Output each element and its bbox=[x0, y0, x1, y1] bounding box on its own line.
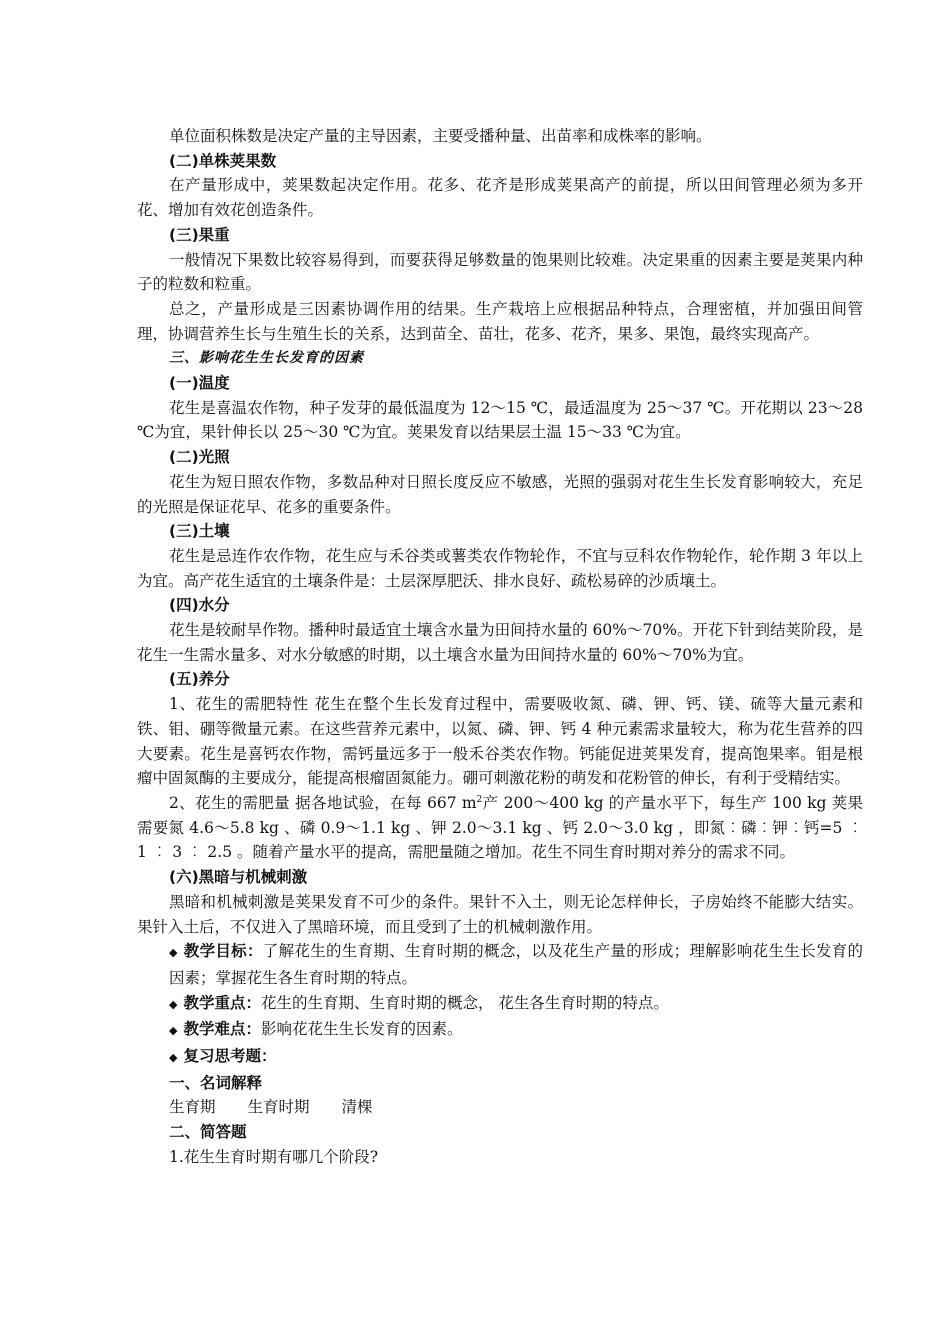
term-item: 清棵 bbox=[341, 1098, 373, 1117]
diamond-bullet-icon: ◆ bbox=[169, 1024, 178, 1038]
paragraph-fertilizer-traits: 1、花生的需肥特性 花生在整个生长发育过程中，需要吸收氮、磷、钾、钙、镁、硫等大量元素和铁、钼、硼等微量元素。在这些营养元素中，以氮、磷、钾、钙 4 种元素需求量较大，称为花生营养的四大要素。花生是喜钙农作物，需钙量远多于一般禾谷类农作物。钙能促进荚果发育，提高饱果率。钼是根瘤中固氮酶的主要成分，能提高根瘤固氮能力。硼可刺激花粉的萌发和花粉管的伸长，有利于受精结实。 bbox=[137, 695, 863, 788]
paragraph-darkness: 黑暗和机械刺激是荚果发育不可少的条件。果针不入土，则无论怎样伸长，子房始终不能膨大结实。果针入土后，不仅进入了黑暗环境，而且受到了土的机械刺激作用。 bbox=[137, 892, 863, 936]
review-label: 复习思考题： bbox=[183, 1047, 277, 1066]
heading-water: (四)水分 bbox=[169, 596, 230, 615]
heading-term-definitions: 一、名词解释 bbox=[169, 1073, 263, 1092]
heading-temperature: (一)温度 bbox=[169, 374, 230, 393]
diamond-bullet-icon: ◆ bbox=[169, 1051, 178, 1065]
heading-soil: (三)土壤 bbox=[169, 522, 230, 541]
review-questions bbox=[137, 1044, 863, 1071]
key-text: 花生的生育期、生育时期的概念， 花生各生育时期的特点。 bbox=[260, 993, 669, 1012]
difficulty-label: 教学难点： bbox=[183, 1020, 261, 1039]
paragraph-light: 花生为短日照农作物，多数品种对日照长度反应不敏感，光照的强弱对花生生长发育影响较大，充足的光照是保证花早、花多的重要条件。 bbox=[137, 472, 863, 516]
paragraph-pod-weight: 一般情况下果数比较容易得到，而要获得足够数量的饱果则比较难。决定果重的因素主要是荚果内种子的粒数和粒重。 bbox=[137, 250, 863, 294]
heading-pod-weight: (三)果重 bbox=[169, 225, 230, 244]
diamond-bullet-icon: ◆ bbox=[169, 997, 178, 1011]
teaching-goal bbox=[137, 939, 863, 990]
superscript-2: 2 bbox=[476, 794, 483, 805]
question-item: 1.花生生育时期有哪几个阶段? bbox=[169, 1147, 379, 1166]
goal-text: 了解花生的生育期、生育时期的概念，以及花生产量的形成；理解影响花生生长发育的因素；掌握花生各生育时期的特点。 bbox=[169, 942, 863, 987]
paragraph-temperature: 花生是喜温农作物，种子发芽的最低温度为 12～15 ℃，最适温度为 25～37 ℃。开花期以 23～28 ℃为宜，果针伸长以 25～30 ℃为宜。荚果发育以结果层土温 15～33 ℃为宜。 bbox=[137, 398, 863, 442]
teaching-key-points bbox=[137, 991, 863, 1018]
fertilizer-text-a: 2、花生的需肥量 据各地试验，在每 667 m bbox=[169, 793, 477, 812]
term-item: 生育时期 bbox=[247, 1098, 310, 1117]
heading-darkness: (六)黑暗与机械刺激 bbox=[169, 868, 308, 887]
diamond-bullet-icon: ◆ bbox=[169, 946, 178, 960]
fertilizer-text-b: 产 200～400 kg 的产量水平下，每生产 100 kg 荚果需要氮 4.6～5.8 kg 、磷 0.9～1.1 kg 、钾 2.0～3.1 kg 、钙 2.0～3.0 kg ，即氮︰磷︰钾︰钙=5 ︰ 1 ︰ 3 ︰ 2.5 。随着产量水平的提高，需肥量随之增加。花生不同生育时期对养分的需求不同。 bbox=[137, 793, 863, 862]
heading-short-answer: 二、简答题 bbox=[169, 1123, 247, 1142]
term-item: 生育期 bbox=[169, 1098, 216, 1117]
goal-label: 教学目标： bbox=[183, 942, 263, 961]
heading-nutrients: (五)养分 bbox=[169, 670, 230, 689]
paragraph-soil: 花生是忌连作农作物，花生应与禾谷类或薯类农作物轮作，不宜与豆科农作物轮作，轮作期 3 年以上为宜。高产花生适宜的土壤条件是：土层深厚肥沃、排水良好、疏松易碎的沙质壤土。 bbox=[137, 546, 863, 590]
paragraph-pods: 在产量形成中，荚果数起决定作用。花多、花齐是形成荚果高产的前提，所以田间管理必须为多开花、增加有效花创造条件。 bbox=[137, 176, 863, 220]
paragraph-plant-count: 单位面积株数是决定产量的主导因素，主要受播种量、出苗率和成株率的影响。 bbox=[169, 127, 712, 145]
teaching-difficulties bbox=[137, 1017, 863, 1044]
paragraph-summary: 总之，产量形成是三因素协调作用的结果。生产栽培上应根据品种特点，合理密植，并加强田间管理，协调营养生长与生殖生长的关系，达到苗全、苗壮，花多、花齐，果多、果饱，最终实现高产。 bbox=[137, 299, 863, 343]
term-list bbox=[137, 1095, 863, 1120]
document-page bbox=[137, 124, 863, 1170]
paragraph-water: 花生是较耐旱作物。播种时最适宜土壤含水量为田间持水量的 60%～70%。开花下针到结荚阶段，是花生一生需水量多、对水分敏感的时期，以土壤含水量为田间持水量的 60%～70%为宜。 bbox=[137, 621, 863, 664]
heading-pods-per-plant: (二)单株荚果数 bbox=[169, 151, 277, 170]
difficulty-text: 影响花花生生长发育的因素。 bbox=[260, 1020, 463, 1039]
section-heading-factors: 三、影响花生生长发育的因素 bbox=[169, 350, 364, 367]
paragraph-fertilizer-amount bbox=[137, 791, 863, 865]
key-label: 教学重点： bbox=[183, 993, 261, 1012]
heading-light: (二)光照 bbox=[169, 448, 230, 467]
